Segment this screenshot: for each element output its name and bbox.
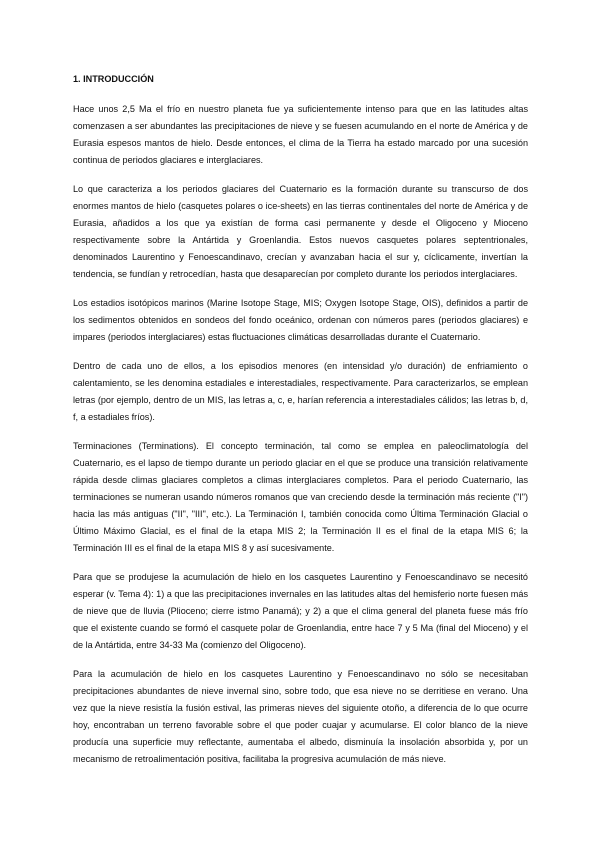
paragraph-glacial-periods: Lo que caracteriza a los periodos glaciares del Cuaternario es la formación durante su transcurso de dos enormes mantos de hielo (casquetes polares o ice-sheets) en las tierras continentales del norte de América y de Eurasia, añadidos a los que ya existían de forma casi permanente y desde el Oligoceno y Mioceno respectivamente sobre la Antártida y Groenlandia. Estos nuevos casquetes polares septentrionales, denominados Laurentino y Fenoescandinavo, crecían y avanzaban hacia el sur y, cíclicamente, invertían la tendencia, se fundían y retrocedían, hasta que desaparecían por completo durante los periodos interglaciares. (73, 184, 528, 279)
paragraph-isotope-stages: Los estadios isotópicos marinos (Marine Isotope Stage, MIS; Oxygen Isotope Stage, OIS), definidos a partir de los sedimentos obtenidos en sondeos del fondo oceánico, ordenan con números pares (periodos glaciares) e impares (periodos interglaciares) estas fluctuaciones climáticas desarrolladas durante el Cuaternario. (73, 298, 528, 342)
section-heading: 1. INTRODUCCIÓN (73, 74, 154, 84)
document-page (73, 71, 528, 780)
paragraph-intro: Hace unos 2,5 Ma el frío en nuestro planeta fue ya suficientemente intenso para que en las latitudes altas comenzasen a ser abundantes las precipitaciones de nieve y se fuesen acumulando en el norte de América y de Eurasia espesos mantos de hielo. Desde entonces, el clima de la Tierra ha estado marcado por una sucesión continua de periodos glaciares e interglaciares. (73, 104, 528, 165)
paragraph-ice-accumulation: Para que se produjese la acumulación de hielo en los casquetes Laurentino y Fenoescandinavo se necesitó esperar (v. Tema 4): 1) a que las precipitaciones invernales en las latitudes altas del hemisferio norte fuesen más de nieve que de lluvia (Plioceno; cierre istmo Panamá); y 2) a que el clima general del planeta fuese más frío que el existente cuando se formó el casquete polar de Groenlandia, entre hace 7 y 5 Ma (final del Mioceno) y el de la Antártida, entre 34-33 Ma (comienzo del Oligoceno). (73, 572, 528, 650)
paragraph-albedo: Para la acumulación de hielo en los casquetes Laurentino y Fenoescandinavo no sólo se necesitaban precipitaciones abundantes de nieve invernal sino, sobre todo, que esa nieve no se derritiese en verano. Una vez que la nieve resistía la fusión estival, las primeras nieves del siguiente otoño, a diferencia de lo que ocurre hoy, encontraban un terreno favorable sobre el que poder cuajar y acumularse. El color blanco de la nieve producía una superficie muy reflectante, aumentaba el albedo, disminuía la insolación absorbida y, por un mecanismo de retroalimentación positiva, facilitaba la progresiva acumulación de más nieve. (73, 669, 528, 764)
paragraph-terminations: Terminaciones (Terminations). El concepto terminación, tal como se emplea en paleoclimatología del Cuaternario, es el lapso de tiempo durante un periodo glaciar en el que se produce una transición relativamente rápida desde climas glaciares completos a climas interglaciares completos. Para el periodo Cuaternario, las terminaciones se numeran usando números romanos que van creciendo desde la terminación más reciente ("I") hacia las más antiguas ("II", "III", etc.). La Terminación I, también conocida como Última Terminación Glacial o Último Máximo Glacial, es el final de la etapa MIS 2; la Terminación II es el final de la etapa MIS 6; la Terminación III es el final de la etapa MIS 8 y así sucesivamente. (73, 441, 528, 553)
paragraph-stadials: Dentro de cada uno de ellos, a los episodios menores (en intensidad y/o duración) de enfriamiento o calentamiento, se les denomina estadiales e interestadiales, respectivamente. Para caracterizarlos, se emplean letras (por ejemplo, dentro de un MIS, las letras a, c, e, harían referencia a interestadiales cálidos; las letras b, d, f, a estadiales fríos). (73, 361, 528, 422)
